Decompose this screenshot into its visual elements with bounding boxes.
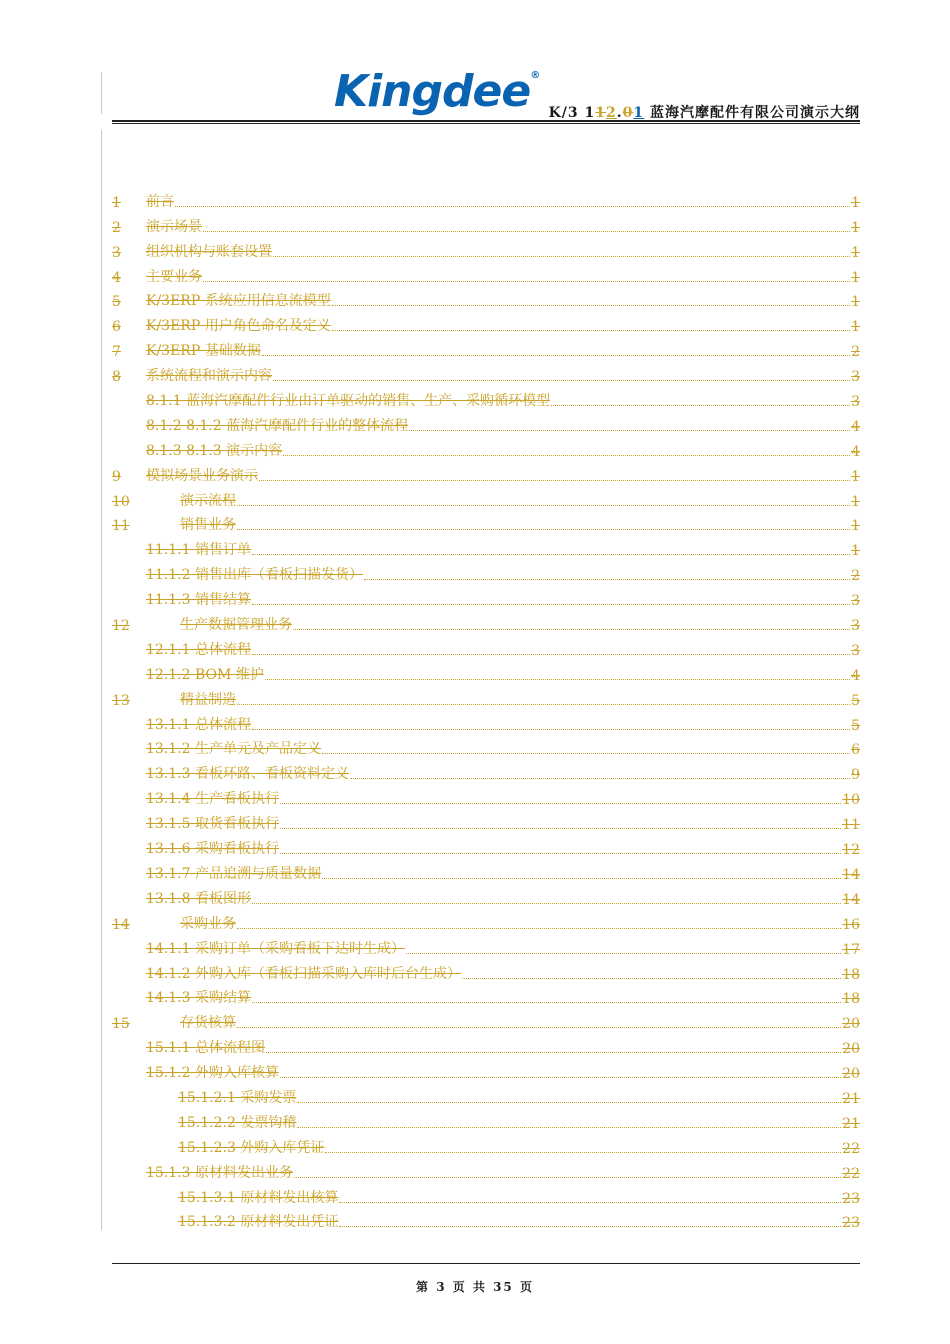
toc-leader-dots (350, 777, 850, 779)
toc-leader-dots (273, 379, 850, 381)
toc-leader-dots (339, 1225, 841, 1227)
toc-entry-page: 9 (851, 767, 860, 784)
toc-entry-title: 12.1.1 总体流程 (146, 641, 251, 658)
toc-entry[interactable] (112, 933, 860, 958)
revision-inserted-text: 2 (606, 105, 617, 121)
toc-leader-dots (259, 479, 850, 481)
toc-entry[interactable] (112, 559, 860, 584)
toc-entry-page: 1 (851, 468, 860, 485)
toc-entry-title: 15.1.3.2 原材料发出凭证 (178, 1214, 339, 1231)
toc-entry-title: 12.1.2 BOM 维护 (146, 666, 264, 683)
toc-leader-dots (280, 852, 841, 854)
toc-entry-title: 8.1.3 8.1.3 演示内容 (146, 442, 283, 459)
toc-entry-page: 22 (842, 1140, 860, 1157)
toc-entry-title: 演示流程 (180, 492, 236, 509)
revision-inserted-text: 1 (633, 105, 645, 121)
title-prefix: K/3 1 (548, 105, 596, 121)
toc-entry[interactable] (112, 236, 860, 261)
toc-entry[interactable] (112, 186, 860, 211)
toc-entry[interactable] (112, 684, 860, 709)
toc-entry-title: 13.1.5 取货看板执行 (146, 816, 279, 833)
toc-entry-number: 1 (112, 194, 121, 211)
toc-entry-title: 15.1.1 总体流程图 (146, 1040, 265, 1057)
toc-entry[interactable] (112, 335, 860, 360)
toc-entry-page: 18 (842, 966, 860, 983)
toc-leader-dots (406, 952, 841, 954)
header-rule (112, 120, 860, 124)
toc-entry-page: 1 (851, 493, 860, 510)
toc-entry-page: 23 (842, 1215, 860, 1232)
toc-entry[interactable] (112, 758, 860, 783)
toc-entry-title: 15.1.3.1 原材料发出核算 (178, 1189, 339, 1206)
toc-entry-page: 3 (851, 394, 860, 411)
toc-entry-page: 1 (851, 518, 860, 535)
toc-leader-dots (252, 728, 850, 730)
toc-entry-page: 21 (842, 1090, 860, 1107)
toc-entry[interactable] (112, 958, 860, 983)
toc-leader-dots (332, 329, 850, 331)
toc-leader-dots (266, 1051, 841, 1053)
toc-entry-title: K/3ERP 用户角色命名及定义 (146, 318, 331, 335)
toc-entry-title: 8.1.1 蓝海汽摩配件行业由订单驱动的销售、生产、采购循环模型 (146, 393, 551, 410)
toc-entry[interactable] (112, 783, 860, 808)
document-title (549, 102, 860, 122)
toc-entry-page: 5 (851, 692, 860, 709)
toc-entry-number: 13 (112, 692, 130, 709)
toc-entry-page: 14 (842, 866, 860, 883)
toc-entry[interactable] (112, 435, 860, 460)
toc-entry-page: 1 (851, 269, 860, 286)
toc-entry[interactable] (112, 510, 860, 535)
toc-entry[interactable] (112, 534, 860, 559)
toc-entry-number: 2 (112, 219, 121, 236)
toc-entry[interactable] (112, 1132, 860, 1157)
toc-entry-page: 3 (851, 369, 860, 386)
toc-leader-dots (203, 280, 850, 282)
toc-entry-page: 3 (851, 618, 860, 635)
toc-leader-dots (332, 304, 850, 306)
toc-entry[interactable] (112, 1007, 860, 1032)
toc-leader-dots (297, 1126, 841, 1128)
toc-entry[interactable] (112, 609, 860, 634)
toc-leader-dots (280, 827, 841, 829)
toc-entry-page: 2 (851, 344, 860, 361)
toc-leader-dots (339, 1201, 841, 1203)
toc-leader-dots (252, 1001, 841, 1003)
toc-entry[interactable] (112, 1157, 860, 1182)
toc-leader-dots (203, 230, 850, 232)
revision-deleted-text: 0 (622, 105, 634, 121)
toc-entry[interactable] (112, 983, 860, 1008)
toc-entry-title: 15.1.2.2 发票钩稽 (178, 1114, 297, 1131)
toc-leader-dots (252, 653, 850, 655)
toc-entry-page: 10 (842, 792, 860, 809)
toc-leader-dots (265, 678, 850, 680)
toc-entry[interactable] (112, 808, 860, 833)
footer-rule (112, 1263, 860, 1264)
toc-entry-number: 14 (112, 916, 130, 933)
toc-entry[interactable] (112, 858, 860, 883)
toc-leader-dots (293, 628, 850, 630)
toc-entry[interactable] (112, 1207, 860, 1232)
toc-entry-title: 11.1.1 销售订单 (146, 542, 251, 559)
toc-entry[interactable] (112, 1107, 860, 1132)
toc-entry[interactable] (112, 460, 860, 485)
toc-entry-title: 精益制造 (180, 691, 236, 708)
toc-entry[interactable] (112, 385, 860, 410)
revision-deleted-text: 1 (595, 105, 606, 121)
toc-leader-dots (280, 1076, 841, 1078)
toc-leader-dots (322, 752, 850, 754)
toc-entry[interactable] (112, 584, 860, 609)
toc-entry-title: 销售业务 (180, 517, 236, 534)
toc-entry-title: 15.1.2.1 采购发票 (178, 1089, 297, 1106)
toc-entry-title: 主要业务 (146, 268, 202, 285)
toc-leader-dots (297, 1101, 841, 1103)
toc-entry-title: 13.1.4 生产看板执行 (146, 791, 279, 808)
toc-entry-title: 生产数据管理业务 (180, 617, 292, 634)
title-dot: . (616, 105, 623, 121)
toc-entry-title: 组织机构与账套设置 (146, 243, 272, 260)
toc-entry-number: 12 (112, 618, 130, 635)
toc-entry-page: 5 (851, 717, 860, 734)
toc-entry-title: 15.1.2.3 外购入库凭证 (178, 1139, 325, 1156)
toc-entry-page: 1 (851, 294, 860, 311)
toc-entry-title: 模拟场景业务演示 (146, 467, 258, 484)
toc-leader-dots (237, 528, 850, 530)
toc-entry-page: 1 (851, 219, 860, 236)
toc-entry-title: 14.1.2 外购入库（看板扫描采购入库时后台生成） (146, 965, 461, 982)
toc-entry-number: 6 (112, 319, 121, 336)
page-footer: 第 3 页 共 35 页 (416, 1280, 534, 1294)
toc-entry-title: 13.1.1 总体流程 (146, 716, 251, 733)
toc-entry[interactable] (112, 1032, 860, 1057)
toc-entry-title: 前言 (146, 193, 174, 210)
toc-leader-dots (273, 255, 850, 257)
toc-entry-page: 17 (842, 941, 860, 958)
toc-entry-page: 12 (842, 842, 860, 859)
toc-entry-number: 9 (112, 468, 121, 485)
toc-entry-page: 1 (851, 244, 860, 261)
toc-entry[interactable] (112, 1082, 860, 1107)
kingdee-logo (334, 66, 539, 118)
table-of-contents (112, 186, 860, 1231)
toc-entry-title: 系统流程和演示内容 (146, 368, 272, 385)
left-margin-mark-top (101, 72, 102, 114)
toc-entry-page: 3 (851, 642, 860, 659)
toc-entry[interactable] (112, 410, 860, 435)
toc-entry-page: 20 (842, 1016, 860, 1033)
toc-entry-title: 13.1.6 采购看板执行 (146, 841, 279, 858)
toc-entry-page: 4 (851, 667, 860, 684)
toc-entry[interactable] (112, 908, 860, 933)
toc-entry-number: 5 (112, 294, 121, 311)
toc-leader-dots (462, 977, 841, 979)
toc-entry[interactable] (112, 833, 860, 858)
toc-entry-title: 存货核算 (180, 1015, 236, 1032)
toc-entry-number: 15 (112, 1016, 130, 1033)
toc-leader-dots (283, 454, 850, 456)
page-header (112, 60, 860, 122)
toc-entry[interactable] (112, 485, 860, 510)
toc-entry-number: 7 (112, 344, 121, 361)
toc-entry[interactable] (112, 211, 860, 236)
toc-entry-number: 4 (112, 269, 121, 286)
toc-entry[interactable] (112, 883, 860, 908)
toc-entry[interactable] (112, 709, 860, 734)
logo-text: Kingdee (334, 66, 531, 117)
toc-leader-dots (252, 902, 841, 904)
toc-leader-dots (252, 553, 850, 555)
toc-entry-page: 3 (851, 593, 860, 610)
toc-entry-page: 4 (851, 443, 860, 460)
toc-entry-page: 11 (842, 817, 860, 834)
toc-leader-dots (364, 578, 850, 580)
toc-leader-dots (252, 603, 850, 605)
toc-entry-title: 13.1.3 看板环路、看板资料定义 (146, 766, 349, 783)
toc-entry[interactable] (112, 310, 860, 335)
toc-entry-page: 6 (851, 742, 860, 759)
toc-entry-title: 11.1.2 销售出库（看板扫描发货） (146, 567, 363, 584)
toc-entry-title: 15.1.2 外购入库核算 (146, 1065, 279, 1082)
toc-entry-page: 14 (842, 891, 860, 908)
toc-leader-dots (409, 429, 850, 431)
toc-leader-dots (262, 354, 850, 356)
toc-entry-title: 8.1.2 8.1.2 蓝海汽摩配件行业的整体流程 (146, 417, 409, 434)
title-suffix: 蓝海汽摩配件有限公司演示大纲 (644, 105, 860, 121)
registered-mark: ® (530, 70, 540, 81)
toc-entry-title: 15.1.3 原材料发出业务 (146, 1164, 293, 1181)
toc-entry-page: 1 (851, 194, 860, 211)
toc-entry-page: 23 (842, 1190, 860, 1207)
toc-entry[interactable] (112, 261, 860, 286)
toc-entry-title: 13.1.7 产品追溯与质量数据 (146, 865, 321, 882)
toc-leader-dots (322, 877, 841, 879)
toc-entry-page: 1 (851, 319, 860, 336)
toc-entry-page: 22 (842, 1165, 860, 1182)
toc-entry-number: 8 (112, 369, 121, 386)
toc-entry-title: 13.1.8 看板图形 (146, 890, 251, 907)
toc-leader-dots (237, 1026, 841, 1028)
toc-leader-dots (237, 703, 850, 705)
left-margin-mark-body (101, 130, 102, 1230)
toc-leader-dots (325, 1151, 841, 1153)
toc-entry-title: 11.1.3 销售结算 (146, 592, 251, 609)
toc-leader-dots (551, 404, 850, 406)
toc-entry-page: 21 (842, 1115, 860, 1132)
toc-entry-number: 11 (112, 518, 130, 535)
toc-entry-title: 14.1.1 采购订单（采购看板下达时生成） (146, 940, 405, 957)
toc-entry[interactable] (112, 659, 860, 684)
toc-entry-page: 20 (842, 1041, 860, 1058)
toc-entry[interactable] (112, 634, 860, 659)
toc-entry[interactable] (112, 1182, 860, 1207)
toc-entry-title: 13.1.2 生产单元及产品定义 (146, 741, 321, 758)
toc-leader-dots (237, 504, 850, 506)
toc-leader-dots (237, 927, 841, 929)
toc-entry-title: 演示场景 (146, 218, 202, 235)
toc-entry-page: 2 (851, 568, 860, 585)
toc-entry-title: 采购业务 (180, 915, 236, 932)
toc-entry-number: 10 (112, 493, 130, 510)
toc-leader-dots (294, 1176, 841, 1178)
toc-entry[interactable] (112, 286, 860, 311)
toc-entry[interactable] (112, 734, 860, 759)
toc-entry[interactable] (112, 360, 860, 385)
toc-leader-dots (175, 205, 850, 207)
toc-entry-page: 4 (851, 418, 860, 435)
toc-leader-dots (280, 802, 841, 804)
toc-entry-title: 14.1.3 采购结算 (146, 990, 251, 1007)
toc-entry-page: 20 (842, 1066, 860, 1083)
toc-entry-page: 18 (842, 991, 860, 1008)
toc-entry[interactable] (112, 1057, 860, 1082)
toc-entry-title: K/3ERP 系统应用信息流模型 (146, 293, 331, 310)
toc-entry-title: K/3ERP 基础数据 (146, 343, 261, 360)
toc-entry-number: 3 (112, 244, 121, 261)
toc-entry-page: 1 (851, 543, 860, 560)
toc-entry-page: 16 (842, 916, 860, 933)
